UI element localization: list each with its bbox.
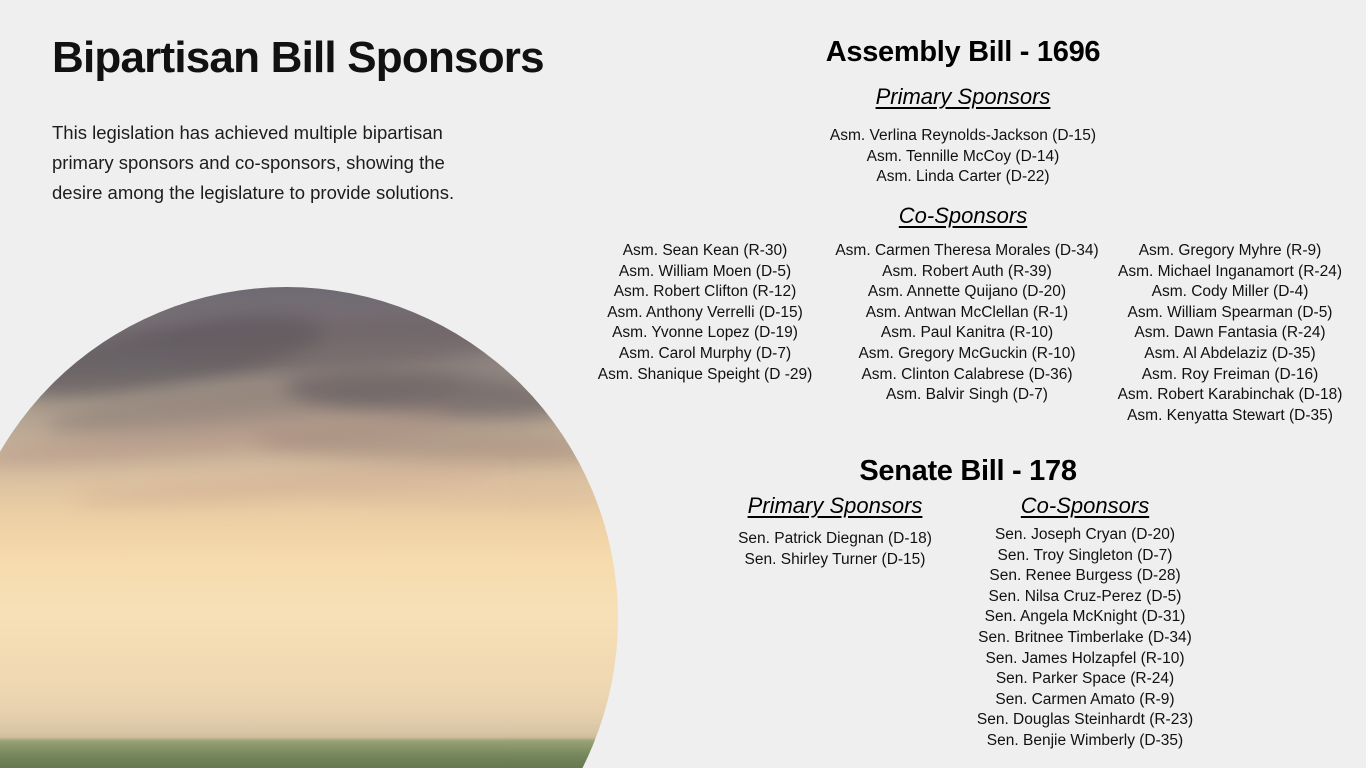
sponsor-name: Asm. Annette Quijano (D-20) <box>867 283 1067 301</box>
cloud-shape <box>184 306 517 381</box>
sponsor-name: Asm. Carol Murphy (D-7) <box>618 344 792 362</box>
sponsor-name: Asm. Yvonne Lopez (D-19) <box>612 324 798 342</box>
senate-bill-heading: Senate Bill - 178 <box>859 455 1077 487</box>
sponsor-name: Sen. Parker Space (R-24) <box>995 670 1175 688</box>
sponsor-name: Asm. Sean Kean (R-30) <box>622 242 788 259</box>
sponsor-name: Asm. Roy Freiman (D-16) <box>1141 365 1319 383</box>
sponsor-name: Asm. Gregory McGuckin (R-10) <box>858 344 1076 362</box>
sponsor-name: Sen. Shirley Turner (D-15) <box>744 550 926 568</box>
assembly-primary-sponsors-label: Primary Sponsors <box>875 84 1051 109</box>
sponsor-name: Sen. Carmen Amato (R-9) <box>995 690 1175 708</box>
sponsor-name: Asm. Carmen Theresa Morales (D-34) <box>835 242 1099 259</box>
sponsor-name: Asm. Cody Miller (D-4) <box>1151 283 1309 301</box>
sponsor-name: Asm. Shanique Speight (D -29) <box>597 365 813 383</box>
assembly-primary-sponsors-list <box>718 126 1208 188</box>
photo-sky <box>0 287 618 768</box>
sponsor-name: Asm. Linda Carter (D-22) <box>876 168 1050 186</box>
sponsor-name: Sen. Joseph Cryan (D-20) <box>994 526 1176 543</box>
sponsor-name: Asm. Tennille McCoy (D-14) <box>866 147 1060 165</box>
sponsor-name: Sen. Troy Singleton (D-7) <box>997 546 1173 564</box>
cloud-shape <box>325 480 605 509</box>
sponsor-name: Sen. Patrick Diegnan (D-18) <box>738 530 932 547</box>
sponsor-name: Asm. Paul Kanitra (R-10) <box>880 324 1054 342</box>
assembly-cosponsors-column-3 <box>1080 241 1366 426</box>
senate-primary-sponsors-list <box>695 529 975 570</box>
sponsor-name: Asm. Michael Inganamort (R-24) <box>1118 262 1342 280</box>
intro-paragraph: This legislation has achieved multiple bipartisan primary sponsors and co-sponsors, showing the desire among the legislature to provide solutions. <box>52 122 455 203</box>
sponsor-name: Asm. Antwan McClellan (R-1) <box>865 303 1069 321</box>
sponsor-name: Sen. James Holzapfel (R-10) <box>985 649 1185 667</box>
state-house-photo <box>0 287 618 768</box>
sponsor-name: Asm. Anthony Verrelli (D-15) <box>607 303 803 321</box>
sponsor-name: Sen. Nilsa Cruz-Perez (D-5) <box>988 587 1182 605</box>
sponsor-name: Sen. Renee Burgess (D-28) <box>989 567 1181 585</box>
sponsor-name: Sen. Benjie Wimberly (D-35) <box>986 731 1184 749</box>
senate-cosponsors-label: Co-Sponsors <box>1020 493 1150 518</box>
sponsor-name: Asm. Kenyatta Stewart (D-35) <box>1127 406 1333 424</box>
sponsor-name: Asm. Balvir Singh (D-7) <box>886 386 1048 404</box>
sponsor-name: Asm. William Spearman (D-5) <box>1127 303 1333 321</box>
sponsor-name: Asm. Robert Karabinchak (D-18) <box>1117 386 1343 404</box>
sponsor-name: Asm. William Moen (D-5) <box>618 262 792 280</box>
assembly-cosponsors-column-2 <box>817 241 1117 406</box>
sponsor-name: Sen. Douglas Steinhardt (R-23) <box>976 711 1194 729</box>
sponsor-name: Asm. Robert Auth (R-39) <box>882 262 1052 280</box>
assembly-cosponsors-label: Co-Sponsors <box>898 203 1028 228</box>
senate-cosponsors-list <box>945 525 1225 752</box>
sponsor-name: Asm. Dawn Fantasia (R-24) <box>1134 324 1326 342</box>
sponsor-name: Asm. Robert Clifton (R-12) <box>613 283 797 301</box>
page-title: Bipartisan Bill Sponsors <box>52 33 544 82</box>
assembly-cosponsors-column-1 <box>555 241 855 385</box>
assembly-bill-heading: Assembly Bill - 1696 <box>825 36 1101 68</box>
cloud-shape <box>254 421 605 469</box>
sponsor-name: Sen. Britnee Timberlake (D-34) <box>978 628 1192 646</box>
sponsor-name: Asm. Verlina Reynolds-Jackson (D-15) <box>829 127 1097 144</box>
sponsor-name: Asm. Clinton Calabrese (D-36) <box>861 365 1073 383</box>
sponsor-name: Sen. Angela McKnight (D-31) <box>984 608 1186 626</box>
sponsor-name: Asm. Al Abdelaziz (D-35) <box>1144 344 1316 362</box>
senate-primary-sponsors-label: Primary Sponsors <box>747 493 923 518</box>
distant-treeline <box>0 739 618 768</box>
sponsor-name: Asm. Gregory Myhre (R-9) <box>1138 242 1322 259</box>
